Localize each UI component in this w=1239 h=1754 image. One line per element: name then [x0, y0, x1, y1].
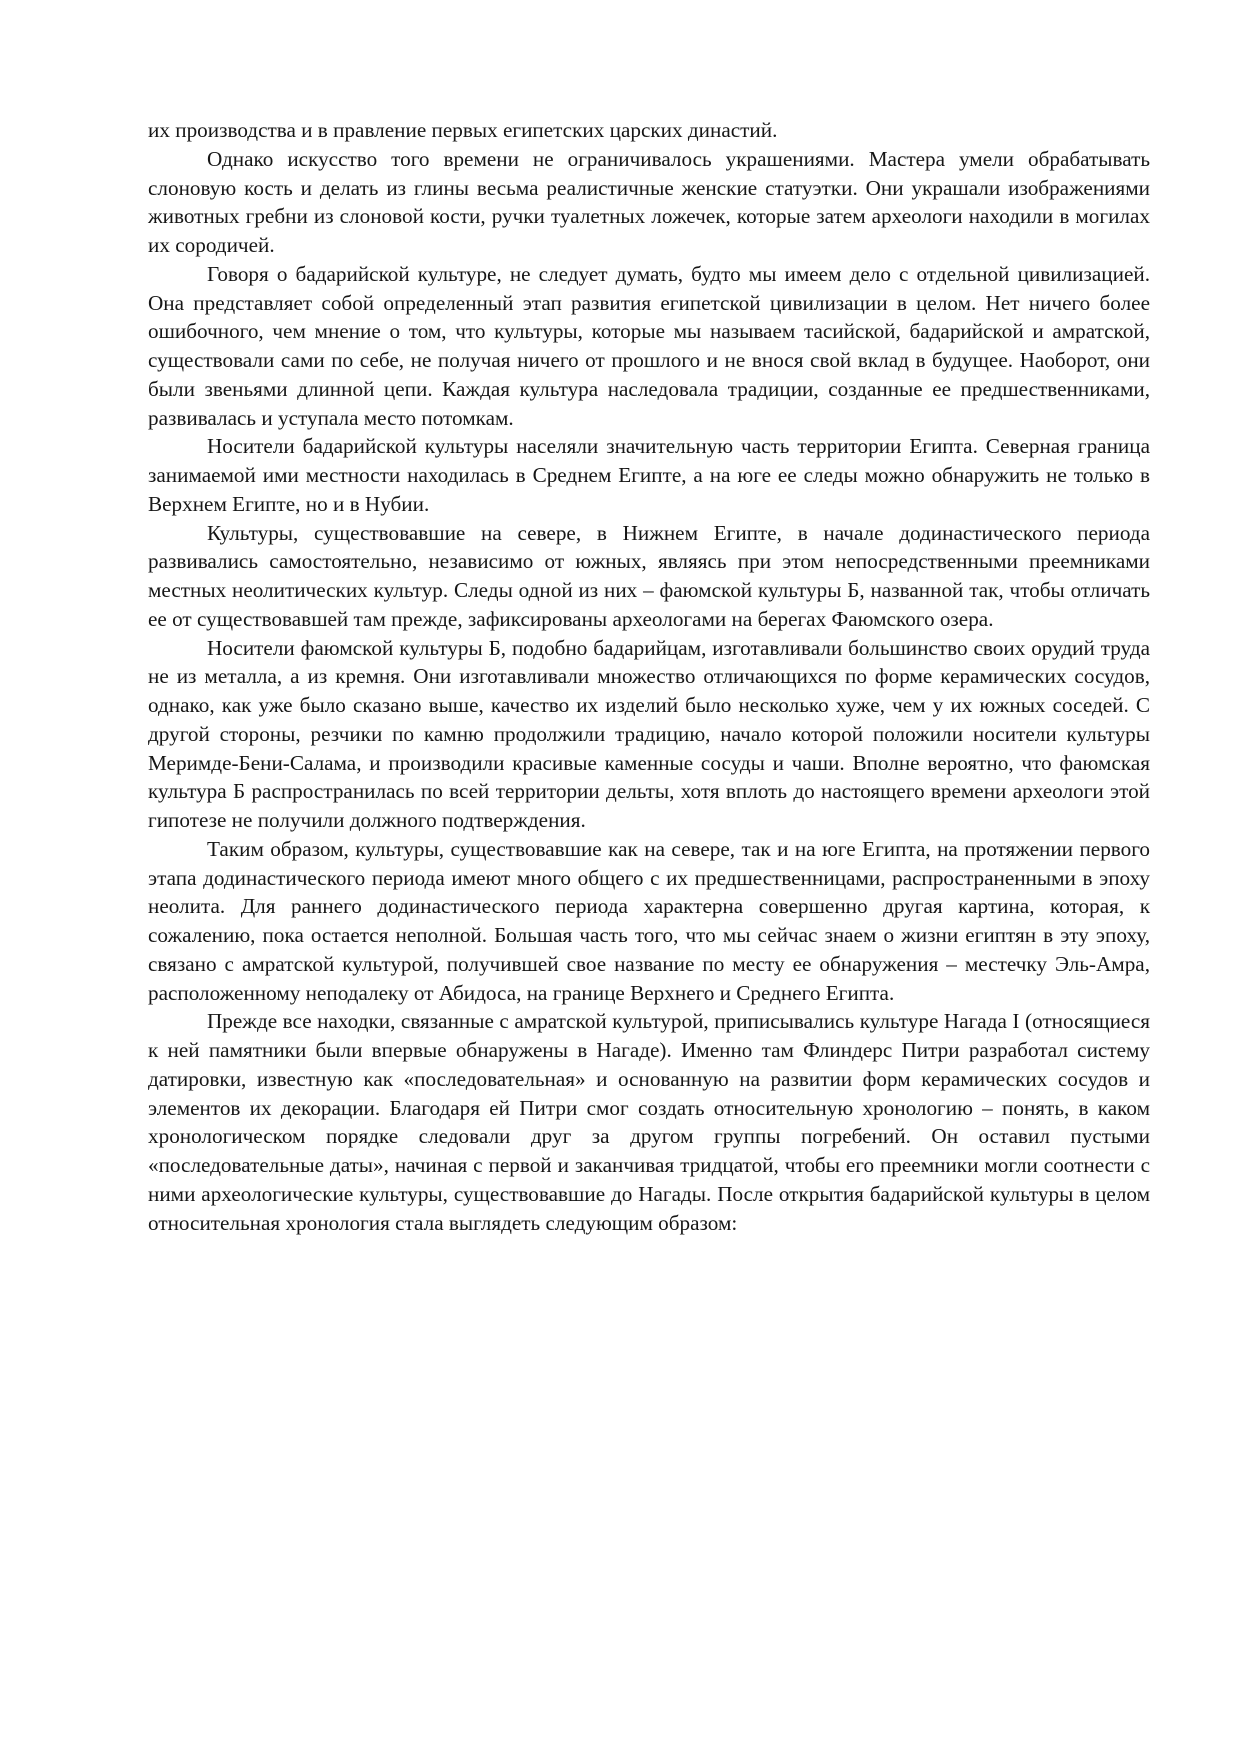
document-page	[148, 116, 1150, 1237]
paragraph: Носители бадарийской культуры населяли значительную часть территории Египта. Северная граница занимаемой ими местности находилась в Среднем Египте, а на юге ее следы можно обнаружить не только в Верхнем Египте, но и в Нубии.	[148, 434, 1150, 516]
paragraph: Однако искусство того времени не ограничивалось украшениями. Мастера умели обрабатывать слоновую кость и делать из глины весьма реалистичные женские статуэтки. Они украшали изображениями животных гребни из слоновой кости, ручки туалетных ложечек, которые затем археологи находили в могилах их сородичей.	[148, 146, 1150, 257]
paragraph: Таким образом, культуры, существовавшие как на севере, так и на юге Египта, на протяжении первого этапа додинастического периода имеют много общего с их предшественницами, распространенными в эпоху неолита. Для раннего додинастического периода характерна совершенно другая картина, которая, к сожалению, пока остается неполной. Большая часть того, что мы сейчас знаем о жизни египтян в эту эпоху, связано с амратской культурой, получившей свое название по месту ее обнаружения – местечку Эль-Амра, расположенному неподалеку от Абидоса, на границе Верхнего и Среднего Египта.	[148, 836, 1150, 1005]
paragraph: Говоря о бадарийской культуре, не следует думать, будто мы имеем дело с отдельной цивилизацией. Она представляет собой определенный этап развития египетской цивилизации в целом. Нет ничего более ошибочного, чем мнение о том, что культуры, которые мы называем тасийской, бадарийской и амратской, существовали сами по себе, не получая ничего от прошлого и не внося свой вклад в будущее. Наоборот, они были звеньями длинной цепи. Каждая культура наследовала традиции, созданные ее предшественниками, развивалась и уступала место потомкам.	[148, 261, 1150, 430]
paragraph: Культуры, существовавшие на севере, в Нижнем Египте, в начале додинастического периода развивались самостоятельно, независимо от южных, являясь при этом непосредственными преемниками местных неолитических культур. Следы одной из них – фаюмской культуры Б, названной так, чтобы отличать ее от существовавшей там прежде, зафиксированы археологами на берегах Фаюмского озера.	[148, 520, 1150, 631]
paragraph: Носители фаюмской культуры Б, подобно бадарийцам, изготавливали большинство своих орудий труда не из металла, а из кремня. Они изготавливали множество отличающихся по форме керамических сосудов, однако, как уже было сказано выше, качество их изделий было несколько хуже, чем у их южных соседей. С другой стороны, резчики по камню продолжили традицию, начало которой положили носители культуры Меримде-Бени-Салама, и производили красивые каменные сосуды и чаши. Вполне вероятно, что фаюмская культура Б распространилась по всей территории дельты, хотя вплоть до настоящего времени археологи этой гипотезе не получили должного подтверждения.	[148, 635, 1150, 832]
paragraph: Прежде все находки, связанные с амратской культурой, приписывались культуре Нагада I (относящиеся к ней памятники были впервые обнаружены в Нагаде). Именно там Флиндерс Питри разработал систему датировки, известную как «последовательная» и основанную на развитии форм керамических сосудов и элементов их декорации. Благодаря ей Питри смог создать относительную хронологию – понять, в каком хронологическом порядке следовали друг за другом группы погребений. Он оставил пустыми «последовательные даты», начиная с первой и заканчивая тридцатой, чтобы его преемники могли соотнести с ними археологические культуры, существовавшие до Нагады. После открытия бадарийской культуры в целом относительная хронология стала выглядеть следующим образом:	[148, 1009, 1150, 1235]
paragraph-continuation: их производства и в правление первых египетских царских династий.	[148, 118, 778, 142]
